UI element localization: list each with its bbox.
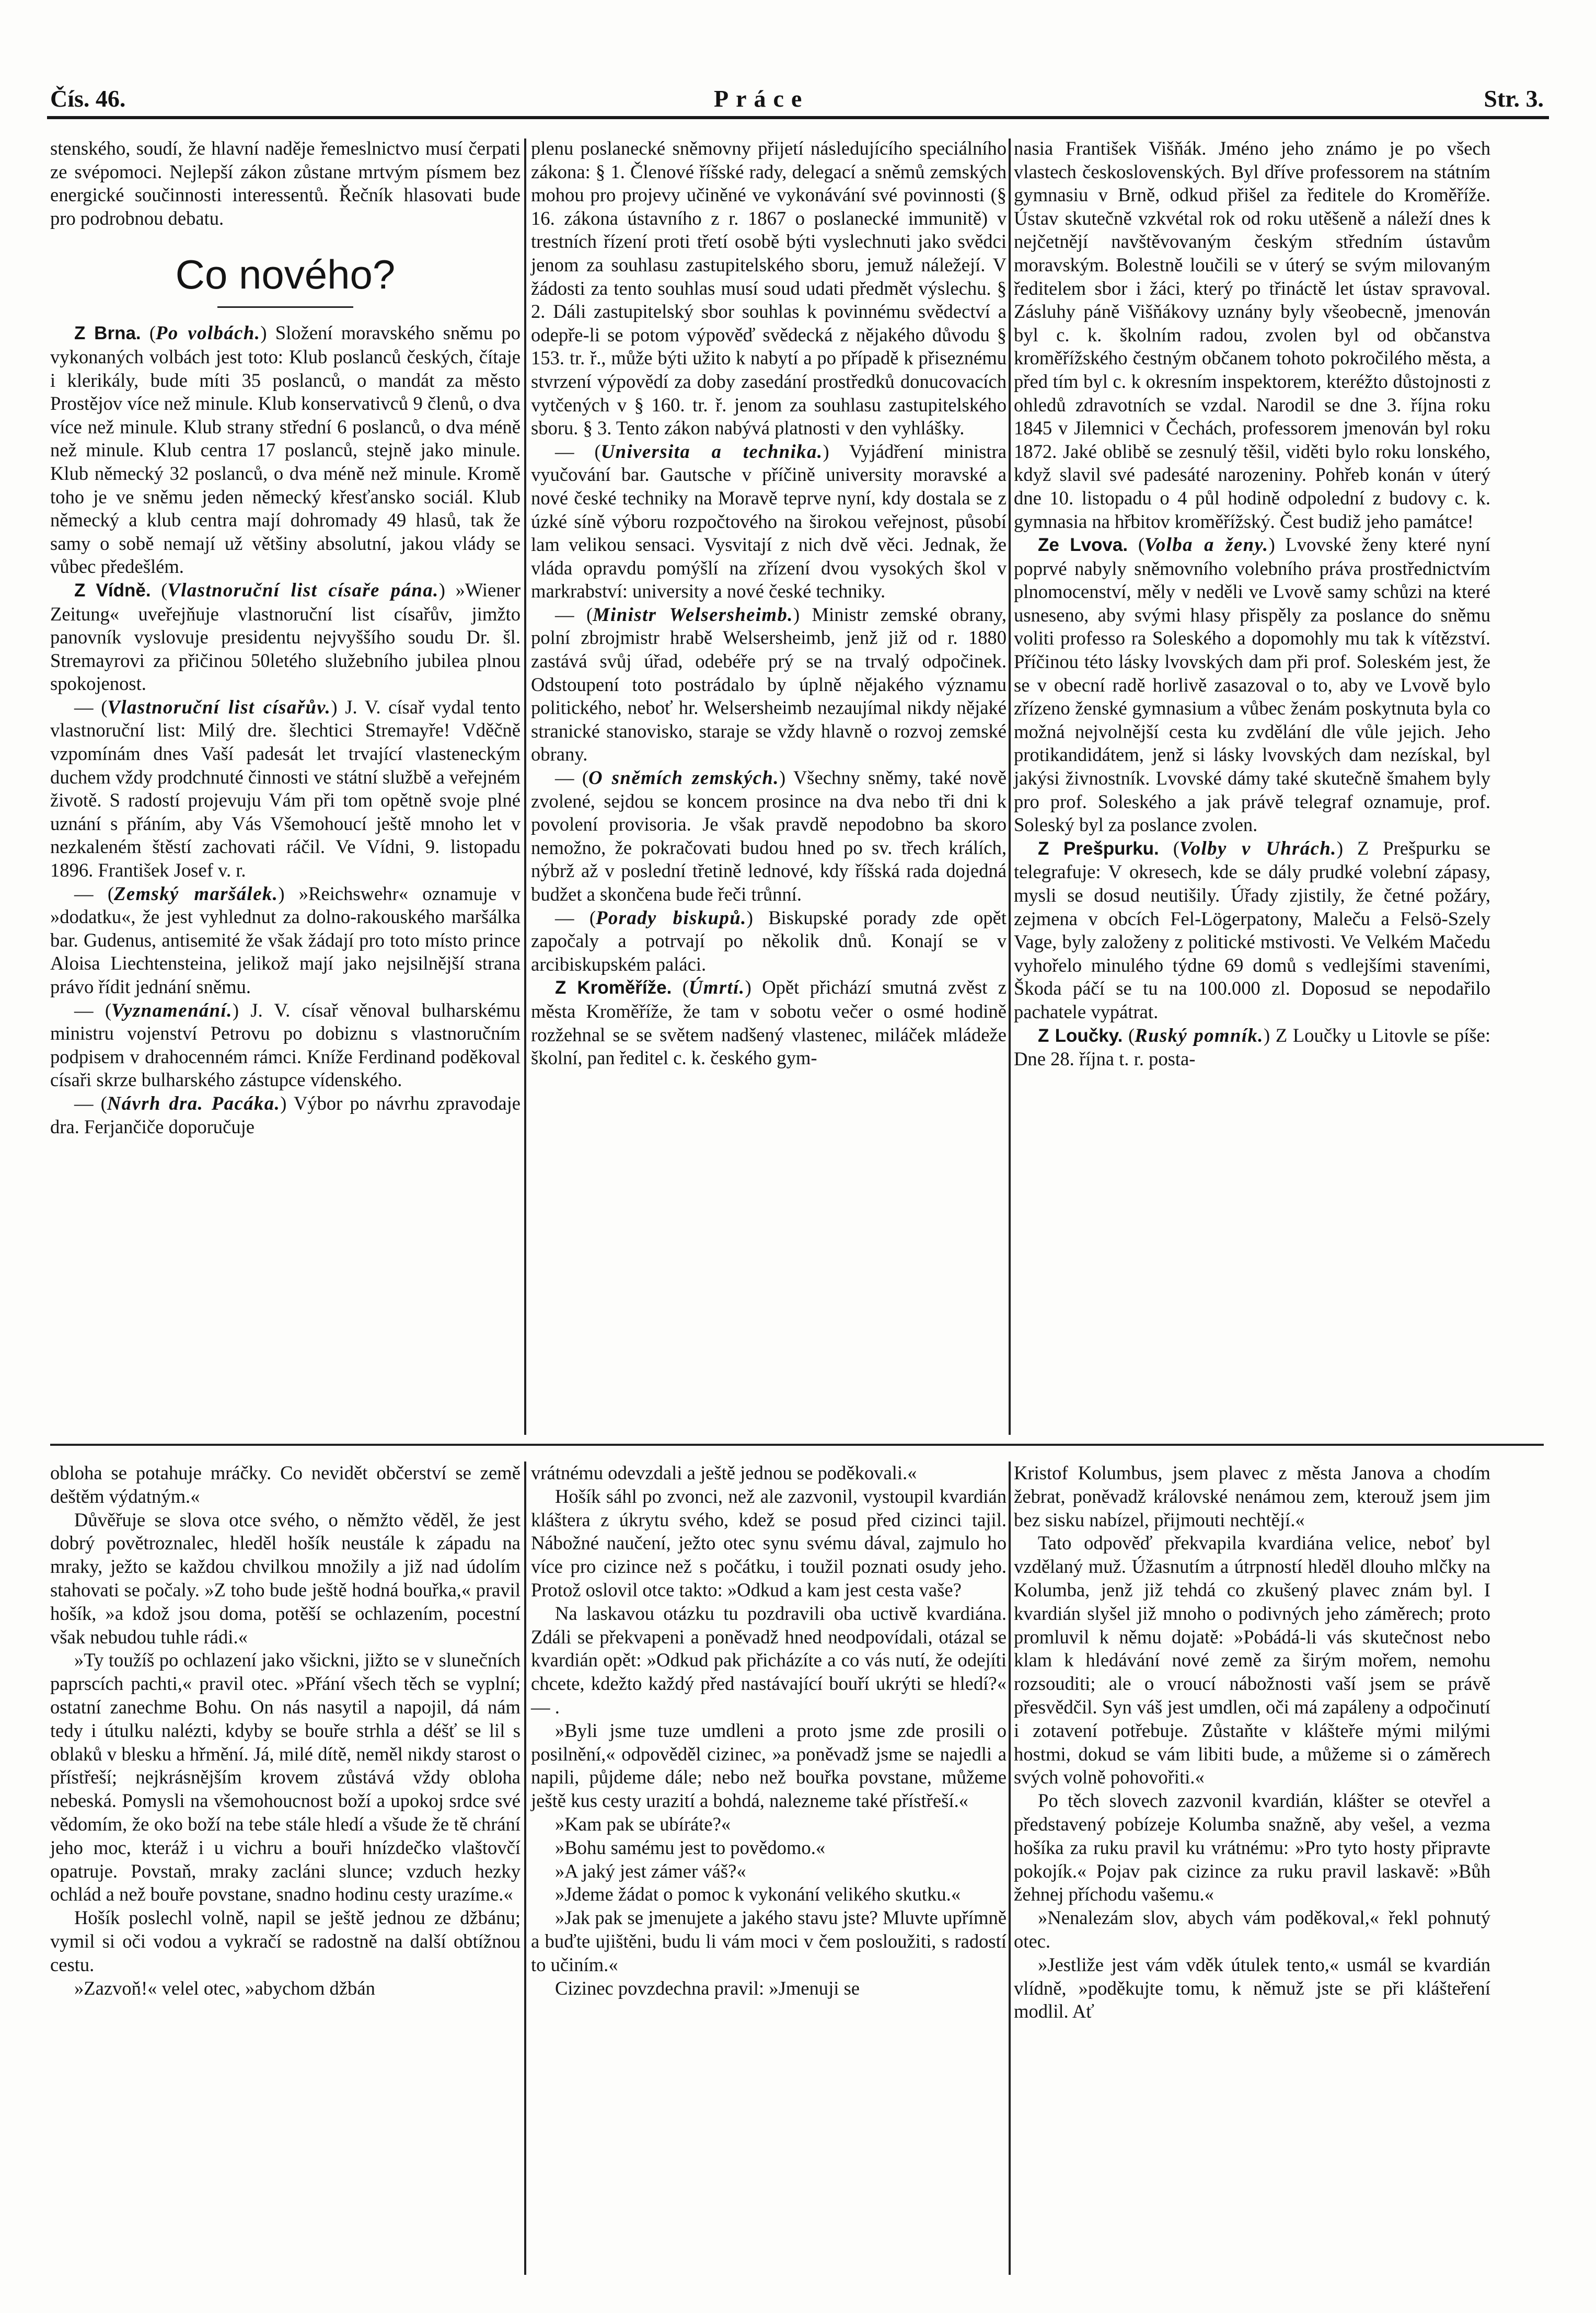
news-item: — (Zemský maršálek.) »Reichswehr« oznamuje v »dodatku«, že jest vyhlednut za dolno-rakouského maršálka bar. Gudenus, antisemité že však žádají pro toto místo prince Aloisa Liechtensteina, jelikož mají jako nejsilnější strana právo řídit jednání sněmu.: [50, 882, 521, 997]
header-rule: [47, 116, 1549, 119]
paragraph: vrátnému odevzdali a ještě jednou se poděkovali.«: [531, 1462, 917, 1483]
column-rule: [524, 139, 526, 1435]
item-text: Všechny sněmy, také nově zvolené, sejdou se koncem prosince na dva nebo tři dni k povolení provisoria. Je však pravdě nepodobno ba skoro nemožno, že pokračovati budou hned po sv. třech králích, nýbrž až v poslední třetině lednové, kdy říšská rada dojedná budžet a skončena bude řeči trůnní.: [531, 767, 1007, 905]
paragraph: stenského, soudí, že hlavní naděje řemeslnictvo musí čerpati ze svépomoci. Nejlepší zákon zůstane mrtvým písmem bez energické součinnosti interessentů. Řečník hlasovati bude pro podrobnou debatu.: [50, 137, 521, 229]
paragraph: »Byli jsme tuze umdleni a proto jsme zde prosili o posilnění,« odpověděl cizinec, »a poněvadž jsme se najedli a napili, půjdeme dále; nebo než bouřka povstane, můžeme ještě kus cesty urazití a bohdá, nalezneme také přístřeší.«: [531, 1719, 1007, 1812]
column-1: [50, 137, 521, 1138]
paragraph: Hošík sáhl po zvonci, než ale zazvonil, vystoupil kvardián kláštera z úkrytu svého, kdež se posud před cizinci tajil. Nábožné naučení, ježto otec synu svému dával, zajmulo ho více pro cizince než s počátku, i toužil poznati osudy jeho. Protož oslovil otce takto: »Odkud a kam jest cesta vaše?: [531, 1485, 1007, 1601]
item-subject: Úmrtí.: [688, 976, 745, 998]
item-text: Výbor po návrhu zpravodaje dra. Ferjančiče doporučuje: [50, 1092, 521, 1137]
dateline: Ze Lvova.: [1038, 535, 1128, 556]
item-subject: Vlastnoruční list císařův.: [107, 696, 331, 718]
item-subject: Zemský maršálek.: [114, 882, 279, 904]
item-subject: Vyznamenání.: [111, 999, 233, 1021]
item-subject: Vlastnoruční list císaře pána.: [167, 579, 439, 601]
news-item: — (Ministr Welsersheimb.) Ministr zemské obrany, polní zbrojmistr hrabě Welsersheimb, jenž již od r. 1880 zastává svůj úřad, odebéře prý se na trvalý odpočinek. Odstoupení toto postrádalo by úplně nějakého významu politického, neboť hr. Welsersheimb nezaujímal nikdy nějaké stranické stanovisko, staraje se vždy hlavně o rozvoj zemské obrany.: [531, 603, 1007, 765]
news-item: Z Loučky. (Ruský pomník.) Z Loučky u Litovle se píše: Dne 28. října t. r. posta-: [1014, 1024, 1490, 1070]
item-text: Opět přichází smutná zvěst z města Kroměříže, že tam v sobotu večer o osmé hodině rozžehnal se se světem nadšený vlastenec, miláček mládeže školní, pan ředitel c. k. českého gym-: [531, 976, 1007, 1069]
news-item: — (Porady biskupů.) Biskupské porady zde opět započaly a potrvají po několik dnů. Konají se v arcibiskupském paláci.: [531, 906, 1007, 975]
item-subject: Porady biskupů.: [596, 906, 747, 928]
news-item: Z Brna. (Po volbách.) Složení moravského sněmu po vykonaných volbách jest toto: Klub poslanců českých, čítaje i klerikály, bude míti 35 poslanců, o mandát za město Prostějov více než minule. Klub konservativců 9 členů, o dva více než minule. Klub strany střední 6 poslanců, o dva méně než minule. Klub centra 17 poslanců, stejně jako minule. Klub německý 32 poslanců, o dva méně než minule. Kromě toho je ve sněmu jeden německý křesťansko sociál. Klub německý a klub centra mají dohromady 49 hlasů, tak že samy o sobě nemají už většiny absolutní, jakou vlády se vůbec předešlém.: [50, 322, 521, 578]
item-subject: Ministr Welsersheimb.: [593, 603, 793, 625]
running-head: [50, 78, 1544, 120]
dateline: Z Prešpurku.: [1038, 838, 1159, 859]
paragraph: Na laskavou otázku tu pozdravili oba uctivě kvardiána. Zdáli se překvapeni a poněvadž hned neodpovídali, otázal se kvardián opět: »Odkud pak přicházíte a co vás nutí, že odejíti chcete, kdežto každý před nastávající bouří ukrýti se hledí?« — .: [531, 1602, 1007, 1718]
item-subject: Po volbách.: [156, 322, 261, 344]
paragraph: »Kam pak se ubíráte?«: [555, 1813, 731, 1835]
news-item: Ze Lvova. (Volba a ženy.) Lvovské ženy které nyní poprvé nabyly sněmovního volebního práva prostřednictvím plnomocenství, měly v neděli ve Lvově samy schůzi na které usneseno, aby svými hlasy přispěly za poslance do sněmu voliti professo ra Soleského a dopomohly mu tak k vítězství. Příčinou této lásky lvovských dam při prof. Soleském jest, že se v obecní radě horlivě zasazoval o to, aby ve Lvově bylo zřízeno ženské gymnasium a vůbec ženám poskytnuta byla co možná nejvolnější cesta ku zvdělání dle vůle jejich. Jeho protikandidátem, jenž si lásky lvovských dam nezískal, byl jakýsi živnostník. Lvovské dámy také skutečně šmahem byly pro prof. Soleského a jak právě telegraf oznamuje, prof. Soleský byl za poslance zvolen.: [1014, 534, 1490, 836]
issue-number: Čís. 46.: [50, 85, 126, 112]
news-item: — (Universita a technika.) Vyjádření ministra vyučování bar. Gautsche v příčině university moravské a nové české techniky na Moravě teprve nyní, kdy dostala se z úzké síně výboru rozpočtového na širokou veřejnost, působí lam velikou sensaci. Vysvitají z nich dvě věci. Jednak, že vláda opravdu pomýšlí na zřízení dvou vysokých škol v markrabství: university a nové české techniky.: [531, 440, 1007, 602]
news-item: — (Vyznamenání.) J. V. císař věnoval bulharskému ministru vojenství Petrovu po dobiznu s vlastnoručním podpisem v drahocenném rámci. Kníže Ferdinand poděkoval císaři skrze bulharského zástupce vídenského.: [50, 999, 521, 1091]
paragraph: Důvěřuje se slova otce svého, o němžto věděl, že jest dobrý povětroznalec, hleděl hošík neustále k západu na mraky, ježto se každou chvilkou množily a již nad údolím stahovati se počaly. »Z toho bude ještě hodná bouřka,« pravil hošík, »a kdož jsou doma, potěší se ochlazením, pocestní však nebudou tuhle rádi.«: [50, 1509, 521, 1648]
column-3: [1014, 137, 1490, 1071]
paragraph: Hošík poslechl volně, napil se ještě jednou ze džbánu; vymil si oči vodou a vykračí se radostně na další obtížnou cestu.: [50, 1907, 521, 1975]
item-text: »Wiener Zeitung« uveřejňuje vlastnoruční list císařův, jimžto panovník vyslovuje presidentu nejvyššího soudu Dr. šl. Stremayrovi za přičinou 50letého služebního jubilea plnou spokojenost.: [50, 579, 521, 695]
feuilleton-rule: [50, 1444, 1544, 1446]
news-item: — (Vlastnoruční list císařův.) J. V. císař vydal tento vlastnoruční list: Milý dre. šlechtici Stremayře! Vděčně vzpomínám dnes Vaší padesát let trvající vlasteneckým duchem vždy prodchnuté činnosti ve státní službě a veřejném životě. S radostí projevuju Vám při tom opětně svoje plné uznání s přáním, aby Vás Všemohoucí ještě mnoho let v nezkaleném štěstí zachovati ráčil. Ve Vídni, 9. listopadu 1896. František Josef v. r.: [50, 696, 521, 881]
dateline: Z Brna.: [74, 323, 141, 344]
item-subject: O sněmích zemských.: [588, 767, 779, 789]
paragraph: Kristof Kolumbus, jsem plavec z města Janova a chodím žebrat, poněvadž královské nenámou zem, kterouž jsem jim bez sisku nabízel, přijmouti nechtějí.«: [1014, 1462, 1490, 1531]
paragraph: Cizinec povzdechna pravil: »Jmenuji se: [555, 1977, 860, 1999]
item-text: J. V. císař věnoval bulharskému ministru vojenství Petrovu po dobiznu s vlastnoručním podpisem v drahocenném rámci. Kníže Ferdinand poděkoval císaři skrze bulharského zástupce vídenského.: [50, 999, 521, 1091]
item-subject: Návrh dra. Pacáka.: [107, 1092, 281, 1114]
feuilleton-column-2: [531, 1462, 1007, 2000]
news-item: — (Návrh dra. Pacáka.) Výbor po návrhu zpravodaje dra. Ferjančiče doporučuje: [50, 1092, 521, 1137]
item-text: Z Prešpurku se telegrafuje: V okresech, kde se dály prudké volební zápasy, mysli se dosud neutišily. Úřady zjistily, že četné požáry, zejmena v obcích Fel-Lögerpatony, Maleču a Felsö-Szely Vage, byly založeny z politické mstivosti. Ve Velkém Mačedu vyhořelo minulého týdne 69 domů s vedlejšími staveními, Škoda páčí se tu na 100.000 zl. Doposud se nepodařilo pachatele vypátrat.: [1014, 837, 1490, 1022]
item-text: Složení moravského sněmu po vykonaných volbách jest toto: Klub poslanců českých, čítaje i klerikály, bude míti 35 poslanců, o mandát za město Prostějov více než minule. Klub konservativců 9 členů, o dva více než minule. Klub strany střední 6 poslanců, o dva méně než minule. Klub centra 17 poslanců, stejně jako minule. Klub německý 32 poslanců, o dva méně než minule. Kromě toho je ve sněmu jeden německý křesťansko sociál. Klub německý a klub centra mají dohromady 49 hlasů, tak že samy o sobě nemají už většiny absolutní, jakou vlády se vůbec předešlém.: [50, 322, 521, 578]
paragraph: »Jestliže jest vám vděk útulek tento,« usmál se kvardián vlídně, »poděkujte tomu, k němuž jste se při klášteření modlil. Ať: [1014, 1953, 1490, 2022]
paragraph: »Ty toužíš po ochlazení jako všickni, jižto se v slunečních paprscích pachti,« pravil otec. »Přání všech těch se vyplní; ostatní zanechme Bohu. On nás nasytil a napojil, dá nám tedy i útulku nalézti, kdyby se bouře strhla a déšť se lil s oblaků v blesku a hřmění. Já, milé dítě, neměl nikdy starost o přístřeší; nejkrásnějším krovem zůstává vždy obloha nebeská. Pomysli na všemohoucnost boží a upokoj srdce své vědomím, že oko boží na tebe stále hledí a všude že tě chrání jeho moc, kteráž i u vichru a bouři hnízdečko vlaštovčí opatruje. Povstaň, mraky zacláni slunce; vzduch hezky ochlád a než bouře povstane, snadno hodinu cesty urazíme.«: [50, 1649, 521, 1905]
item-text: Biskupské porady zde opět započaly a potrvají po několik dnů. Konají se v arcibiskupském paláci.: [531, 906, 1007, 975]
paragraph: Tato odpověď překvapila kvardiána velice, neboť byl vzdělaný muž. Úžasnutím a útrpností hleděl dlouho mlčky na Kolumba, jenž již tehdá co zkušený plavec znám byl. I kvardián slyšel již mnoho o podivných jeho záměrech; proto promluvil k němu dojatě: »Pobádá-li vás skutečnost nebo klam k hledávání nové země za širým mořem, nemohu rozsouditi; ale o vroucí nábožnosti vaší jsem se právě přesvědčil. Syn váš jest umdlen, oči má zapáleny a odpočinutí i zotavení potřebuje. Zůstaňte v klášteře mými milými hostmi, dokud se vám libiti bude, a můžeme si o záměrech svých volně pohovořiti.«: [1014, 1532, 1490, 1788]
item-text: Z Loučky u Litovle se píše: Dne 28. října t. r. posta-: [1014, 1024, 1490, 1070]
news-item: — (O sněmích zemských.) Všechny sněmy, také nově zvolené, sejdou se koncem prosince na dva nebo tři dni k povolení provisoria. Je však pravdě nepodobno ba skoro nemožno, že pokračovati budou hned po sv. třech králích, nýbrž až v poslední třetině lednové, kdy říšská rada dojedná budžet a skončena bude řeči trůnní.: [531, 767, 1007, 905]
column-rule: [1009, 1462, 1011, 2275]
column-rule: [1009, 139, 1011, 1435]
paragraph: »Zazvoň!« velel otec, »abychom džbán: [74, 1977, 375, 1999]
item-text: J. V. císař vydal tento vlastnoruční list: Milý dre. šlechtici Stremayře! Vděčně vzpomínám dnes Vaší padesát let trvající vlasteneckým duchem vždy prodchnuté činnosti ve státní službě a veřejném životě. S radostí projevuju Vám při tom opětně svoje plné uznání s přáním, aby Vás Všemohoucí ještě mnoho let v nezkaleném štěstí zachovati ráčil. Ve Vídni, 9. listopadu 1896. František Josef v. r.: [50, 696, 521, 881]
news-item: Z Vídně. (Vlastnoruční list císaře pána.) »Wiener Zeitung« uveřejňuje vlastnoruční list císařův, jimžto panovník vyslovuje presidentu nejvyššího soudu Dr. šl. Stremayrovi za přičinou 50letého služebního jubilea plnou spokojenost.: [50, 579, 521, 695]
paragraph: Po těch slovech zazvonil kvardián, klášter se otevřel a představený pobízeje Kolumba snažně, aby vešel, a vezma hošíka za ruku pravil ku vrátnému: »Pro tyto hosty připravte pokojík.« Pojav pak cizince za ruku pravil laskavě: »Bůh žehnej příchodu vašemu.«: [1014, 1790, 1490, 1905]
paragraph: »Bohu samému jest to povědomo.«: [555, 1836, 826, 1858]
paragraph: »Jdeme žádat o pomoc k vykonání velikého skutku.«: [555, 1883, 961, 1905]
dateline: Z Loučky.: [1038, 1025, 1123, 1046]
item-text: Lvovské ženy které nyní poprvé nabyly sněmovního volebního práva prostřednictvím plnomocenství, měly v neděli ve Lvově samy schůzi na které usneseno, aby svými hlasy přispěly za poslance do sněmu voliti professo ra Soleského a dopomohly mu tak k vítězství. Příčinou této lásky lvovských dam při prof. Soleském jest, že se v obecní radě horlivě zasazoval o to, aby ve Lvově bylo zřízeno ženské gymnasium a vůbec ženám poskytnuta byla co možná nejvolnější cesta ku zvdělání dle vůle jejich. Jeho protikandidátem, jenž si lásky lvovských dam nezískal, byl jakýsi živnostník. Lvovské dámy také skutečně šmahem byly pro prof. Soleského a jak právě telegraf oznamuje, prof. Soleský byl za poslance zvolen.: [1014, 534, 1490, 836]
dateline: Z Kroměříže.: [555, 977, 672, 998]
paragraph: plenu poslanecké sněmovny přijetí následujícího speciálního zákona: § 1. Členové říšské rady, delegací a sněmů zemských mohou pro projevy učiněné ve vykonávání své povinnosti (§ 16. zákona ústavního z r. 1867 o poslanecké immunitě) v trestních řízení proti třetí osobě býti vyslechnuti jako svědci jenom za souhlasu zastupitelského sboru, jemuž náležejí. V žádosti za tento souhlas musí soud udati předmět výslechu. § 2. Dáli zastupitelský sbor souhlas k povinnému svědectví a odepře-li se potom výpověď svědecká z nějakého důvodu § 153. tr. ř., může býti užito k nabytí a po případě k přiseznému stvrzení výpovědí za doby zasedání prostředků donucovacích vytčených v § 160. tr. ř. jenom za souhlasu zastupitelského sboru. § 3. Tento zákon nabývá platnosti v den vyhlášky.: [531, 137, 1007, 439]
feuilleton-column-3: [1014, 1462, 1490, 2023]
column-rule: [524, 1462, 526, 2275]
news-item: Z Prešpurku. (Volby v Uhrách.) Z Prešpurku se telegrafuje: V okresech, kde se dály prudké volební zápasy, mysli se dosud neutišily. Úřady zjistily, že četné požáry, zejmena v obcích Fel-Lögerpatony, Maleču a Felsö-Szely Vage, byly založeny z politické mstivosti. Ve Velkém Mačedu vyhořelo minulého týdne 69 domů s vedlejšími staveními, Škoda páčí se tu na 100.000 zl. Doposud se nepodařilo pachatele vypátrat.: [1014, 837, 1490, 1022]
item-text: »Reichswehr« oznamuje v »dodatku«, že jest vyhlednut za dolno-rakouského maršálka bar. Gudenus, antisemité že však žádají pro toto místo prince Aloisa Liechtensteina, jelikož mají jako nejsilnější strana právo řídit jednání sněmu.: [50, 882, 521, 997]
item-subject: Ruský pomník.: [1135, 1024, 1264, 1046]
dateline: Z Vídně.: [74, 580, 151, 601]
news-item: Z Kroměříže. (Úmrtí.) Opět přichází smutná zvěst z města Kroměříže, že tam v sobotu večer o osmé hodině rozžehnal se se světem nadšený vlastenec, miláček mládeže školní, pan ředitel c. k. českého gym-: [531, 976, 1007, 1069]
item-subject: Volby v Uhrách.: [1179, 837, 1337, 859]
column-2: [531, 137, 1007, 1070]
paragraph: »A jaký jest zámer váš?«: [555, 1860, 746, 1882]
feuilleton-column-1: [50, 1462, 521, 2000]
paragraph: »Jak pak se jmenujete a jakého stavu jste? Mluvte upřímně a buďte ujištěni, budu li vám moci v čem posloužiti, s radostí to učiním.«: [531, 1907, 1007, 1975]
item-subject: Universita a technika.: [600, 440, 823, 462]
page-number: Str. 3.: [1484, 85, 1544, 112]
paragraph: obloha se potahuje mráčky. Co nevidět občerství se země deštěm výdatným.«: [50, 1462, 521, 1507]
section-title: Co nového?: [175, 251, 396, 298]
item-text: Ministr zemské obrany, polní zbrojmistr hrabě Welsersheimb, jenž již od r. 1880 zastává svůj úřad, odebéře prý se na trvalý odpočinek. Odstoupení toto postrádalo by úplně nějakého významu politického, neboť hr. Welsersheimb nezaujímal nikdy nějaké stranické stanovisko, staraje se vždy hlavně o rozvoj zemské obrany.: [531, 603, 1007, 765]
title-rule: [217, 306, 353, 308]
item-text: Vyjádření ministra vyučování bar. Gautsche v příčině university moravské a nové české techniky na Moravě teprve nyní, kdy dostala se z úzké síně výboru rozpočtového na širokou veřejnost, působí lam velikou sensaci. Vysvitají z nich dvě věci. Jednak, že vláda opravdu pomýšlí na zřízení dvou vysokých škol v markrabství: university a nové české techniky.: [531, 440, 1007, 602]
paragraph: »Nenalezám slov, abych vám poděkoval,« řekl pohnutý otec.: [1014, 1907, 1490, 1952]
item-subject: Volba a ženy.: [1144, 534, 1269, 556]
paragraph: nasia František Višňák. Jméno jeho známo je po všech vlastech československých. Byl dříve professorem na státním gymnasiu v Brně, odkud přišel za ředitele do Kroměříže. Ústav skutečně vzkvétal rok od roku utěšeně a náleží dnes k nejčetnějí navštěvovaným českým středním ústavům moravským. Bolestně loučili se v úterý se svým milovaným ředitelem sbor i žáci, který po třináctě let ústav spravoval. Zásluhy páně Višňákovy uznány byly všeobecně, jmenován byl c. k. školním radou, zvolen byl od občanstva kroměřížského čestným občanem tohoto pokročilého města, a před tím byl c. k okresním inspektorem, kteréžto důstojnosti z ohledů zdravotních se vzdal. Narodil se dne 3. října roku 1845 v Jilemnici v Čechách, professorem jmenován byl roku 1872. Jaké oblibě se zesnulý těšil, viděti bylo roku lonského, když slavil své padesáté narozeniny. Pohřeb konán v úterý dne 10. listopadu o 4 půl hodině odpolední z budovy c. k. gymnasia na hřbitov kroměřížský. Čest budiž jeho památce!: [1014, 137, 1490, 532]
paper-title: Práce: [714, 85, 809, 112]
